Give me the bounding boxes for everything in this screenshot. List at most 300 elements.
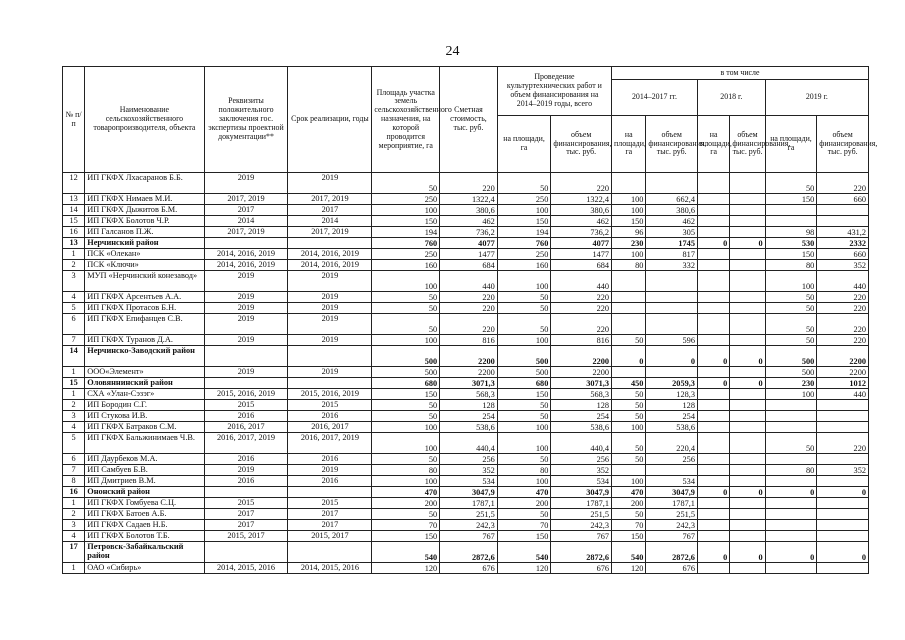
row-area-2018-cell [697, 422, 729, 433]
row-financing-2014-2017-cell [646, 292, 698, 303]
row-total-financing-cell: 684 [551, 260, 612, 271]
row-requisites-cell: 2019 [204, 335, 288, 346]
row-requisites-cell: 2017, 2019 [204, 227, 288, 238]
table-row [63, 205, 869, 216]
row-name-cell: Нерчинский район [85, 238, 204, 249]
row-area-2014-2017-cell: 0 [612, 346, 646, 367]
row-cost-cell: 1477 [440, 249, 498, 260]
financing-table [62, 66, 878, 574]
row-financing-2014-2017-cell: 534 [646, 476, 698, 487]
header-period: Срок реализации, годы [288, 67, 372, 173]
row-area-2019-cell: 0 [765, 487, 817, 498]
row-cost-cell: 767 [440, 531, 498, 542]
row-number-cell: 13 [63, 238, 85, 249]
row-total-financing-cell: 220 [551, 314, 612, 335]
row-requisites-cell: 2014, 2016, 2019 [204, 260, 288, 271]
row-number-cell: 7 [63, 465, 85, 476]
row-period-cell: 2015 [288, 400, 372, 411]
row-total-area-cell: 50 [497, 454, 551, 465]
header-area-2019: на площади, га [765, 116, 817, 173]
row-requisites-cell: 2014, 2016, 2019 [204, 249, 288, 260]
row-area-2019-cell [765, 509, 817, 520]
row-area-2019-cell: 98 [765, 227, 817, 238]
row-total-area-cell: 470 [497, 487, 551, 498]
row-number-cell: 15 [63, 378, 85, 389]
row-financing-2019-cell: 2200 [817, 367, 869, 378]
table-row [63, 422, 869, 433]
row-area-2014-2017-cell: 100 [612, 422, 646, 433]
header-no: № п/п [63, 67, 85, 173]
row-total-financing-cell: 3047,9 [551, 487, 612, 498]
row-financing-2019-cell [817, 476, 869, 487]
row-area-cell: 100 [372, 422, 440, 433]
row-cost-cell: 1787,1 [440, 498, 498, 509]
row-area-2019-cell: 80 [765, 260, 817, 271]
row-area-cell: 100 [372, 335, 440, 346]
row-financing-2014-2017-cell: 2872,6 [646, 542, 698, 563]
table-row [63, 487, 869, 498]
table-row [63, 238, 869, 249]
row-financing-2014-2017-cell: 596 [646, 335, 698, 346]
row-requisites-cell: 2017, 2019 [204, 194, 288, 205]
row-requisites-cell: 2016 [204, 454, 288, 465]
row-financing-2014-2017-cell: 1787,1 [646, 498, 698, 509]
row-period-cell: 2019 [288, 292, 372, 303]
row-financing-2018-cell [730, 292, 765, 303]
row-total-area-cell: 100 [497, 205, 551, 216]
row-cost-cell: 736,2 [440, 227, 498, 238]
row-area-cell: 250 [372, 249, 440, 260]
row-area-2018-cell [697, 454, 729, 465]
row-financing-2019-cell [817, 422, 869, 433]
header-financing-2018: объем финансирования, тыс. руб. [730, 116, 765, 173]
row-number-cell: 4 [63, 292, 85, 303]
row-name-cell: ИП Даурбеков М.А. [85, 454, 204, 465]
row-name-cell: ИП ГКФХ Гомбуева С.Ц. [85, 498, 204, 509]
table-row [63, 249, 869, 260]
row-financing-2019-cell: 220 [817, 292, 869, 303]
row-area-cell: 500 [372, 346, 440, 367]
row-number-cell: 1 [63, 249, 85, 260]
row-area-2018-cell [697, 498, 729, 509]
row-financing-2018-cell [730, 400, 765, 411]
row-area-cell: 50 [372, 303, 440, 314]
row-area-cell: 150 [372, 216, 440, 227]
row-area-2014-2017-cell: 470 [612, 487, 646, 498]
row-financing-2014-2017-cell: 767 [646, 531, 698, 542]
row-name-cell: Ононский район [85, 487, 204, 498]
row-financing-2014-2017-cell: 0 [646, 346, 698, 367]
row-total-area-cell: 50 [497, 314, 551, 335]
row-number-cell: 2 [63, 400, 85, 411]
row-area-2019-cell: 500 [765, 346, 817, 367]
row-area-2019-cell [765, 520, 817, 531]
row-period-cell: 2014, 2015, 2016 [288, 563, 372, 574]
row-cost-cell: 684 [440, 260, 498, 271]
row-requisites-cell: 2019 [204, 173, 288, 194]
row-number-cell: 1 [63, 498, 85, 509]
row-number-cell: 7 [63, 335, 85, 346]
row-area-2014-2017-cell [612, 465, 646, 476]
row-area-cell: 50 [372, 314, 440, 335]
row-financing-2014-2017-cell: 380,6 [646, 205, 698, 216]
row-financing-2014-2017-cell: 676 [646, 563, 698, 574]
row-financing-2018-cell [730, 389, 765, 400]
row-financing-2014-2017-cell [646, 367, 698, 378]
row-cost-cell: 538,6 [440, 422, 498, 433]
row-area-cell: 470 [372, 487, 440, 498]
header-area-2014-2017: на площади, га [612, 116, 646, 173]
row-total-financing-cell: 220 [551, 173, 612, 194]
row-financing-2018-cell [730, 227, 765, 238]
row-financing-2014-2017-cell [646, 465, 698, 476]
table-row [63, 520, 869, 531]
row-name-cell: ИП ГКФХ Батраков С.М. [85, 422, 204, 433]
row-total-financing-cell: 538,6 [551, 422, 612, 433]
row-financing-2014-2017-cell: 662,4 [646, 194, 698, 205]
row-number-cell: 1 [63, 563, 85, 574]
header-period-2018: 2018 г. [697, 80, 765, 116]
header-total-area: на площади, га [497, 116, 551, 173]
row-number-cell: 17 [63, 542, 85, 563]
table-row [63, 260, 869, 271]
header-total-group: Проведение культуртехнических работ и объем финансирования на 2014–2019 годы, всего [497, 67, 611, 116]
row-name-cell: ИП Дмитриев В.М. [85, 476, 204, 487]
row-area-2014-2017-cell: 200 [612, 498, 646, 509]
row-total-financing-cell: 2872,6 [551, 542, 612, 563]
row-number-cell: 2 [63, 260, 85, 271]
row-area-2018-cell [697, 260, 729, 271]
row-area-2014-2017-cell: 100 [612, 205, 646, 216]
row-financing-2014-2017-cell: 3047,9 [646, 487, 698, 498]
row-area-2019-cell: 50 [765, 292, 817, 303]
table-row [63, 476, 869, 487]
row-total-area-cell: 680 [497, 378, 551, 389]
table-row [63, 563, 869, 574]
row-period-cell: 2019 [288, 465, 372, 476]
row-period-cell: 2019 [288, 271, 372, 292]
row-financing-2019-cell: 352 [817, 465, 869, 476]
row-financing-2019-cell: 1012 [817, 378, 869, 389]
row-area-cell: 100 [372, 205, 440, 216]
row-area-cell: 70 [372, 520, 440, 531]
row-cost-cell: 816 [440, 335, 498, 346]
row-area-2019-cell: 150 [765, 249, 817, 260]
row-cost-cell: 220 [440, 292, 498, 303]
row-area-2018-cell [697, 400, 729, 411]
row-number-cell: 4 [63, 422, 85, 433]
row-financing-2019-cell: 660 [817, 249, 869, 260]
row-area-cell: 50 [372, 454, 440, 465]
row-financing-2019-cell: 220 [817, 433, 869, 454]
row-cost-cell: 2872,6 [440, 542, 498, 563]
row-total-area-cell: 250 [497, 194, 551, 205]
row-total-area-cell: 160 [497, 260, 551, 271]
row-area-cell: 540 [372, 542, 440, 563]
row-financing-2018-cell [730, 476, 765, 487]
row-financing-2014-2017-cell: 332 [646, 260, 698, 271]
row-area-2019-cell: 80 [765, 465, 817, 476]
table-row [63, 271, 869, 292]
row-area-2018-cell [697, 433, 729, 454]
row-cost-cell: 2200 [440, 367, 498, 378]
row-cost-cell: 220 [440, 314, 498, 335]
row-period-cell: 2014 [288, 216, 372, 227]
row-financing-2018-cell [730, 194, 765, 205]
row-name-cell: ИП ГКФХ Епифанцев С.В. [85, 314, 204, 335]
row-area-2014-2017-cell: 450 [612, 378, 646, 389]
row-area-2018-cell: 0 [697, 487, 729, 498]
table-row [63, 216, 869, 227]
row-financing-2014-2017-cell: 128,3 [646, 389, 698, 400]
row-area-cell: 150 [372, 389, 440, 400]
row-number-cell: 15 [63, 216, 85, 227]
row-period-cell: 2016 [288, 476, 372, 487]
row-number-cell: 14 [63, 346, 85, 367]
row-financing-2019-cell [817, 509, 869, 520]
row-period-cell: 2015 [288, 498, 372, 509]
row-cost-cell: 534 [440, 476, 498, 487]
row-period-cell: 2015, 2016, 2019 [288, 389, 372, 400]
row-total-financing-cell: 462 [551, 216, 612, 227]
row-area-2014-2017-cell: 100 [612, 194, 646, 205]
row-name-cell: ИП ГКФХ Болотов Т.Б. [85, 531, 204, 542]
row-cost-cell: 352 [440, 465, 498, 476]
row-name-cell: ИП ГКФХ Батоев А.Б. [85, 509, 204, 520]
row-financing-2014-2017-cell [646, 314, 698, 335]
row-area-2018-cell [697, 389, 729, 400]
row-number-cell: 3 [63, 271, 85, 292]
row-total-financing-cell: 251,5 [551, 509, 612, 520]
row-total-area-cell: 100 [497, 422, 551, 433]
row-total-financing-cell: 816 [551, 335, 612, 346]
row-number-cell: 1 [63, 367, 85, 378]
row-financing-2019-cell: 220 [817, 173, 869, 194]
row-financing-2014-2017-cell: 128 [646, 400, 698, 411]
row-financing-2019-cell [817, 531, 869, 542]
row-total-area-cell: 80 [497, 465, 551, 476]
row-total-financing-cell: 767 [551, 531, 612, 542]
row-financing-2018-cell [730, 173, 765, 194]
row-total-area-cell: 540 [497, 542, 551, 563]
row-requisites-cell [204, 238, 288, 249]
row-period-cell [288, 542, 372, 563]
row-period-cell: 2019 [288, 303, 372, 314]
row-total-area-cell: 200 [497, 498, 551, 509]
row-requisites-cell: 2017 [204, 520, 288, 531]
row-total-area-cell: 250 [497, 249, 551, 260]
row-financing-2019-cell [817, 520, 869, 531]
row-financing-2018-cell [730, 520, 765, 531]
row-financing-2014-2017-cell [646, 271, 698, 292]
row-area-2019-cell: 50 [765, 433, 817, 454]
row-area-2018-cell [697, 194, 729, 205]
table-row [63, 509, 869, 520]
row-area-cell: 194 [372, 227, 440, 238]
row-area-2018-cell [697, 292, 729, 303]
row-total-area-cell: 500 [497, 367, 551, 378]
row-area-2018-cell: 0 [697, 378, 729, 389]
row-financing-2018-cell [730, 303, 765, 314]
row-area-cell: 80 [372, 465, 440, 476]
row-cost-cell: 1322,4 [440, 194, 498, 205]
row-area-cell: 250 [372, 194, 440, 205]
row-period-cell: 2016, 2017 [288, 422, 372, 433]
row-cost-cell: 440 [440, 271, 498, 292]
row-total-area-cell: 100 [497, 271, 551, 292]
row-area-2018-cell [697, 227, 729, 238]
row-cost-cell: 568,3 [440, 389, 498, 400]
row-period-cell: 2017 [288, 520, 372, 531]
row-requisites-cell [204, 487, 288, 498]
row-financing-2019-cell [817, 400, 869, 411]
row-area-2014-2017-cell: 50 [612, 411, 646, 422]
header-name: Наименование сельскохозяйственного товаропроизводителя, объекта [85, 67, 204, 173]
row-financing-2018-cell [730, 367, 765, 378]
row-area-cell: 50 [372, 173, 440, 194]
row-period-cell: 2016, 2017, 2019 [288, 433, 372, 454]
page-number: 24 [445, 44, 460, 59]
header-total-financing: объем финансирования, тыс. руб. [551, 116, 612, 173]
header-financing-2014-2017: объем финансирования, тыс. руб. [646, 116, 698, 173]
row-total-area-cell: 500 [497, 346, 551, 367]
row-area-2019-cell: 530 [765, 238, 817, 249]
row-number-cell: 4 [63, 531, 85, 542]
row-financing-2014-2017-cell: 538,6 [646, 422, 698, 433]
row-total-financing-cell: 440,4 [551, 433, 612, 454]
row-financing-2019-cell [817, 454, 869, 465]
row-name-cell: СХА «Улан-Сэзэг» [85, 389, 204, 400]
row-financing-2018-cell: 0 [730, 542, 765, 563]
row-financing-2014-2017-cell: 256 [646, 454, 698, 465]
row-area-2014-2017-cell: 230 [612, 238, 646, 249]
row-total-financing-cell: 3071,3 [551, 378, 612, 389]
row-cost-cell: 254 [440, 411, 498, 422]
row-financing-2018-cell [730, 271, 765, 292]
row-area-2014-2017-cell: 50 [612, 335, 646, 346]
row-period-cell: 2015, 2017 [288, 531, 372, 542]
row-area-2018-cell [697, 531, 729, 542]
row-requisites-cell: 2014, 2015, 2016 [204, 563, 288, 574]
row-total-financing-cell: 1322,4 [551, 194, 612, 205]
row-total-financing-cell: 242,3 [551, 520, 612, 531]
row-area-2014-2017-cell: 100 [612, 476, 646, 487]
row-name-cell: ИП Бородин С.Г. [85, 400, 204, 411]
header-cost: Сметная стоимость, тыс. руб. [440, 67, 498, 173]
row-area-cell: 50 [372, 400, 440, 411]
row-financing-2018-cell [730, 465, 765, 476]
table-row [63, 378, 869, 389]
row-period-cell: 2019 [288, 335, 372, 346]
table-row [63, 227, 869, 238]
row-total-financing-cell: 2200 [551, 346, 612, 367]
row-area-2014-2017-cell [612, 173, 646, 194]
row-financing-2014-2017-cell [646, 173, 698, 194]
row-total-financing-cell: 1787,1 [551, 498, 612, 509]
row-area-2018-cell [697, 271, 729, 292]
row-area-2019-cell [765, 476, 817, 487]
row-area-2018-cell [697, 465, 729, 476]
row-financing-2019-cell: 440 [817, 271, 869, 292]
row-area-2018-cell [697, 411, 729, 422]
row-requisites-cell: 2014 [204, 216, 288, 227]
row-area-2014-2017-cell: 50 [612, 389, 646, 400]
row-area-2014-2017-cell: 120 [612, 563, 646, 574]
row-financing-2019-cell [817, 498, 869, 509]
row-financing-2014-2017-cell: 305 [646, 227, 698, 238]
row-financing-2019-cell: 220 [817, 303, 869, 314]
row-name-cell: ПСК «Олекан» [85, 249, 204, 260]
row-period-cell: 2017, 2019 [288, 227, 372, 238]
header-including: в том числе [612, 67, 869, 80]
row-total-financing-cell: 220 [551, 292, 612, 303]
row-area-2014-2017-cell: 96 [612, 227, 646, 238]
table-row [63, 542, 869, 563]
row-total-financing-cell: 256 [551, 454, 612, 465]
row-total-financing-cell: 352 [551, 465, 612, 476]
header-area-2018: на площади, га [697, 116, 729, 173]
row-area-2019-cell: 500 [765, 367, 817, 378]
row-area-2018-cell [697, 367, 729, 378]
row-financing-2019-cell [817, 205, 869, 216]
table-body [63, 173, 869, 574]
row-area-2018-cell [697, 476, 729, 487]
row-cost-cell: 242,3 [440, 520, 498, 531]
row-requisites-cell: 2019 [204, 271, 288, 292]
row-financing-2018-cell [730, 509, 765, 520]
row-requisites-cell: 2015, 2016, 2019 [204, 389, 288, 400]
row-financing-2014-2017-cell: 462 [646, 216, 698, 227]
row-name-cell: МУП «Нерчинский конезавод» [85, 271, 204, 292]
row-area-2019-cell [765, 422, 817, 433]
row-name-cell: ИП ГКФХ Туранов Д.А. [85, 335, 204, 346]
row-area-cell: 500 [372, 367, 440, 378]
row-total-area-cell: 50 [497, 303, 551, 314]
row-area-2018-cell [697, 335, 729, 346]
row-total-area-cell: 760 [497, 238, 551, 249]
row-area-cell: 200 [372, 498, 440, 509]
row-total-financing-cell: 534 [551, 476, 612, 487]
row-requisites-cell: 2015 [204, 498, 288, 509]
row-requisites-cell: 2017 [204, 205, 288, 216]
row-area-cell: 160 [372, 260, 440, 271]
row-financing-2019-cell: 0 [817, 487, 869, 498]
row-total-financing-cell: 736,2 [551, 227, 612, 238]
row-cost-cell: 676 [440, 563, 498, 574]
row-requisites-cell [204, 542, 288, 563]
row-area-2019-cell: 0 [765, 542, 817, 563]
row-total-area-cell: 120 [497, 563, 551, 574]
row-total-area-cell: 100 [497, 335, 551, 346]
row-financing-2018-cell [730, 335, 765, 346]
row-area-2018-cell: 0 [697, 238, 729, 249]
row-financing-2018-cell [730, 260, 765, 271]
row-name-cell: Петровск-Забайкальский район [85, 542, 204, 563]
row-requisites-cell: 2016 [204, 411, 288, 422]
table-row [63, 194, 869, 205]
row-area-2019-cell [765, 454, 817, 465]
row-period-cell: 2016 [288, 411, 372, 422]
row-area-2014-2017-cell [612, 367, 646, 378]
row-financing-2019-cell [817, 411, 869, 422]
row-number-cell: 5 [63, 303, 85, 314]
row-area-2018-cell [697, 205, 729, 216]
row-name-cell: Оловяннинский район [85, 378, 204, 389]
row-period-cell: 2019 [288, 367, 372, 378]
table-row [63, 531, 869, 542]
table-row [63, 498, 869, 509]
row-requisites-cell [204, 346, 288, 367]
